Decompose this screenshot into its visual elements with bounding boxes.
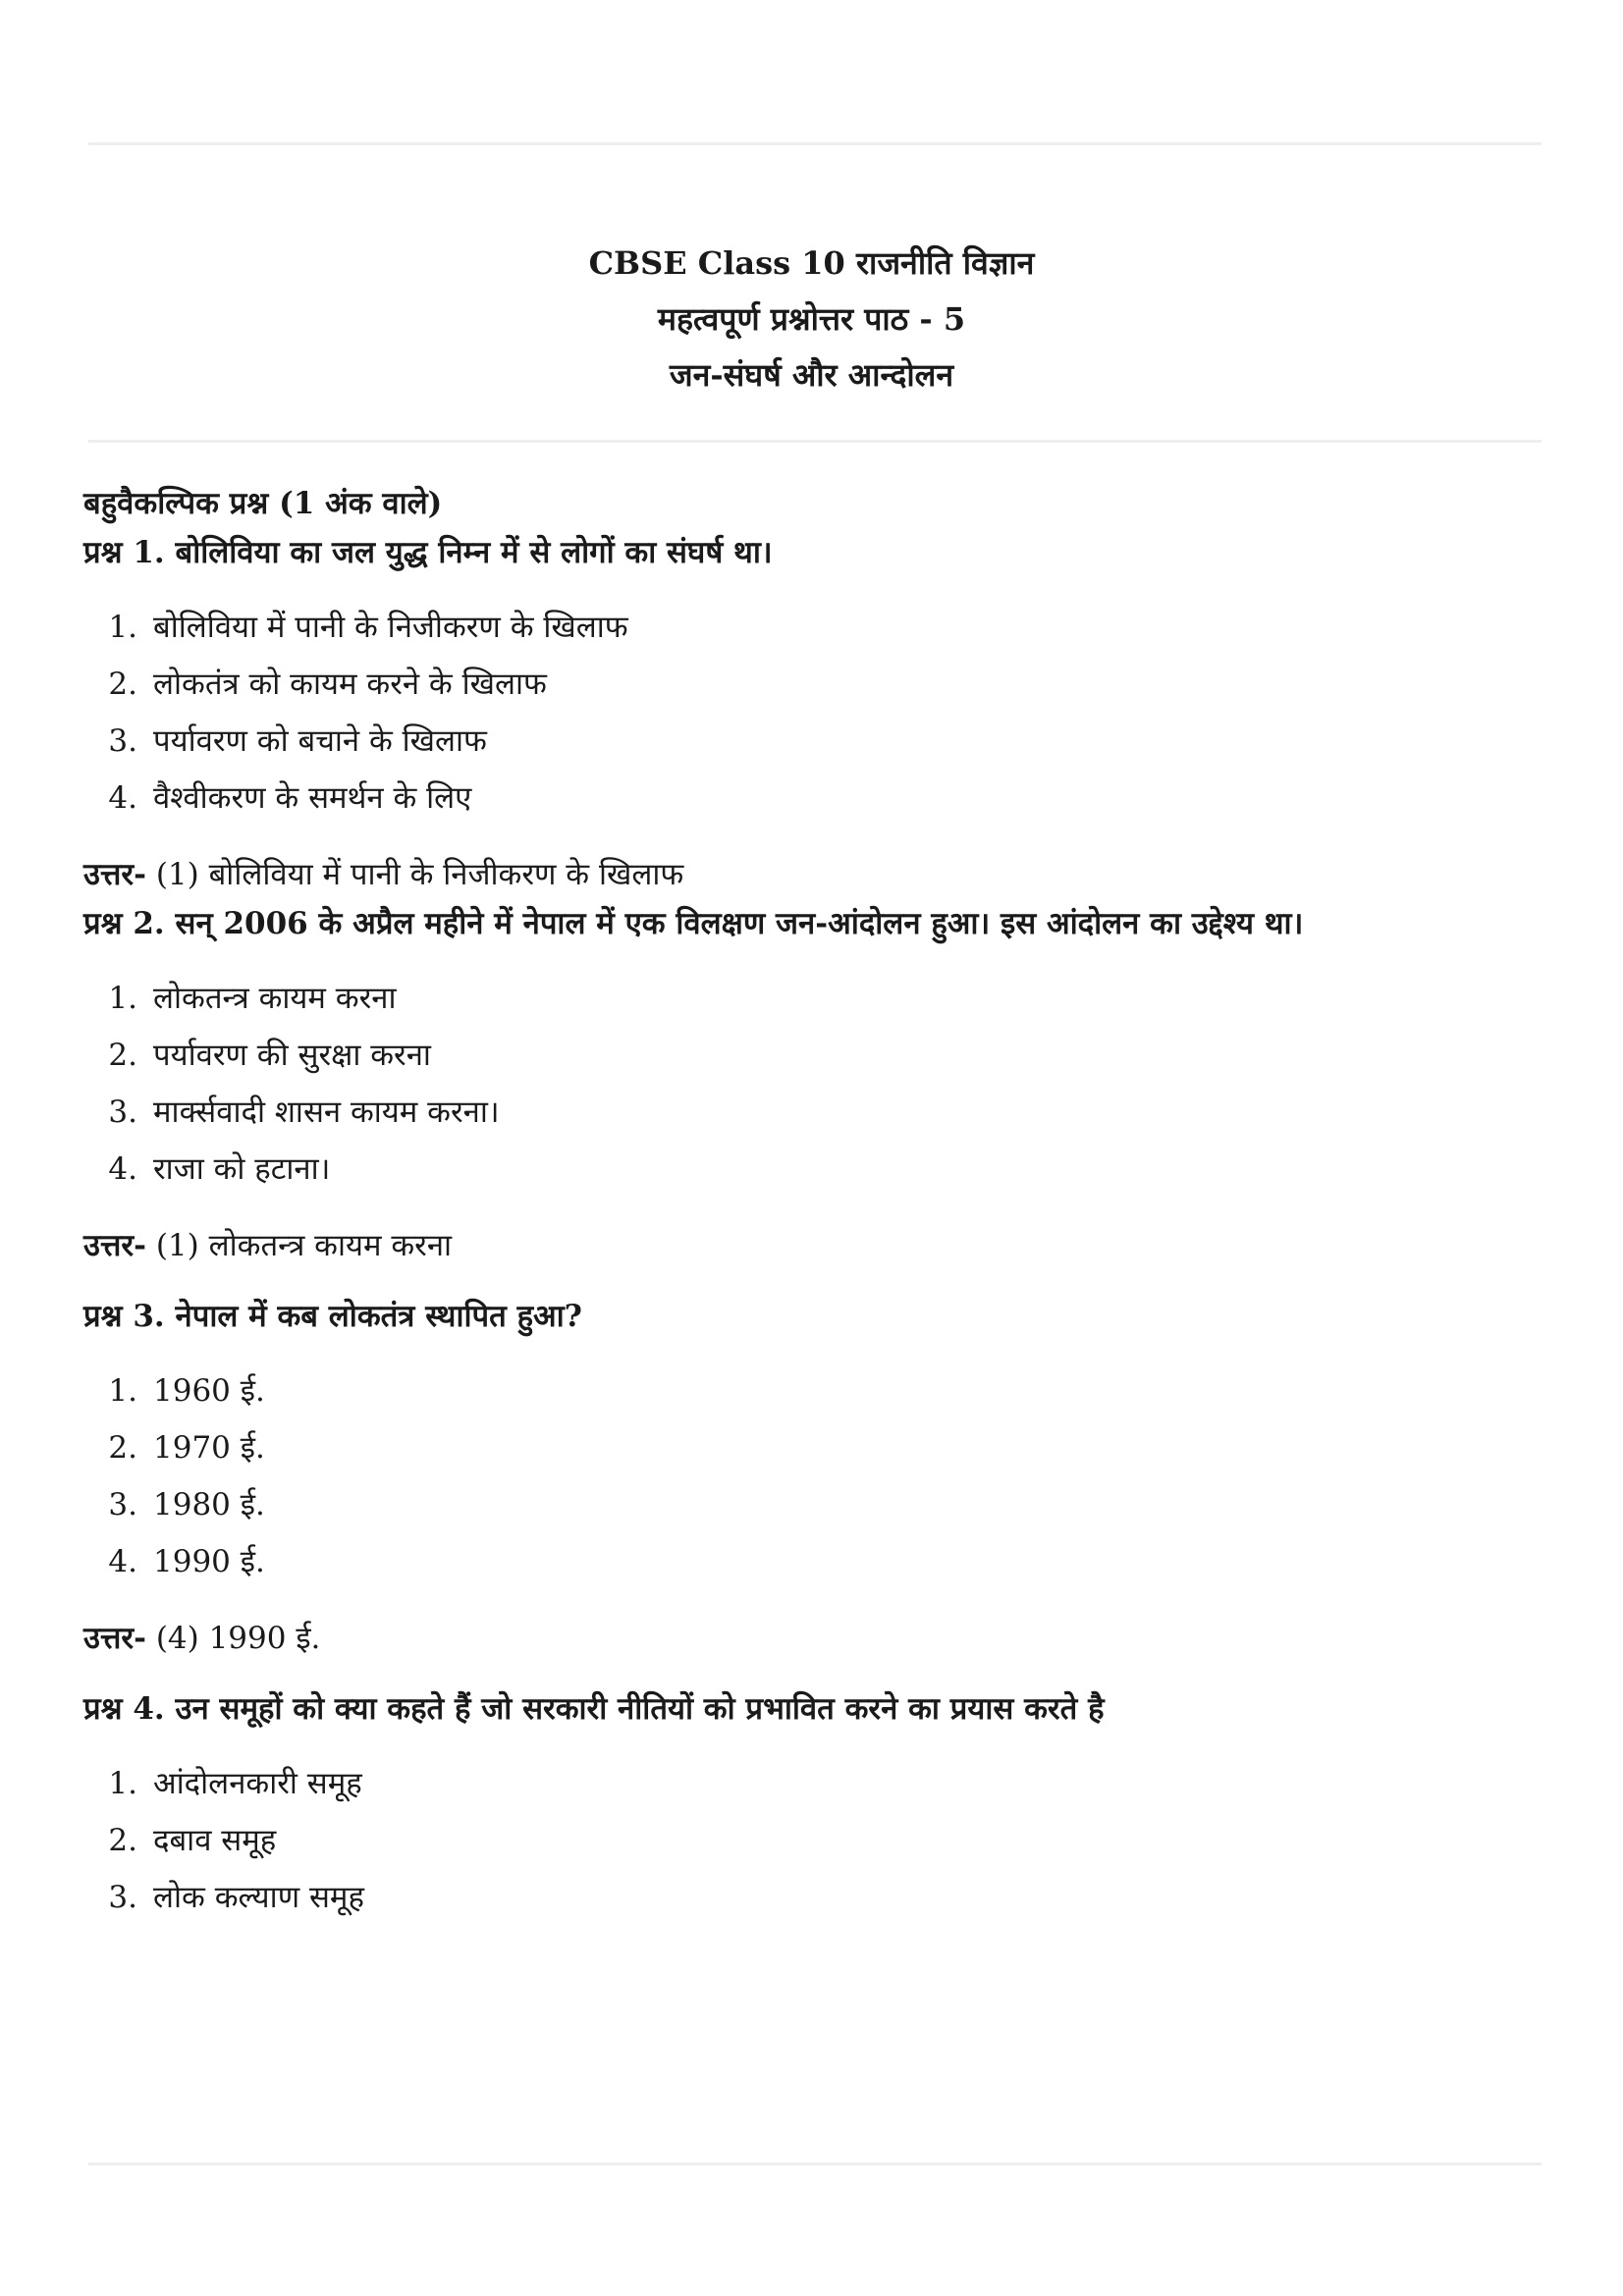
option-number: 2. bbox=[108, 1430, 137, 1466]
option-number: 1. bbox=[108, 1373, 137, 1409]
answer-text: (1) लोकतन्त्र कायम करना bbox=[145, 1228, 453, 1263]
option-item bbox=[83, 770, 1537, 827]
option-text: राजा को हटाना। bbox=[153, 1151, 331, 1187]
options-list-3 bbox=[83, 1362, 1537, 1590]
option-text: आंदोलनकारी समूह bbox=[153, 1766, 362, 1801]
question-3: प्रश्न 3. नेपाल में कब लोकतंत्र स्थापित हुआ? bbox=[83, 1299, 582, 1334]
answer-label: उत्तर- bbox=[83, 1228, 146, 1263]
option-item bbox=[83, 970, 1537, 1027]
header-subtitle: महत्वपूर्ण प्रश्नोत्तर पाठ - 5 bbox=[657, 300, 966, 338]
option-text: 1990 ई. bbox=[153, 1544, 265, 1579]
question-1: प्रश्न 1. बोलिविया का जल युद्ध निम्न में से लोगों का संघर्ष था। bbox=[83, 535, 773, 570]
option-text: मार्क्सवादी शासन कायम करना। bbox=[153, 1095, 500, 1130]
option-item bbox=[83, 1755, 1537, 1812]
answer-2 bbox=[83, 1221, 1537, 1270]
answer-label: उत्तर- bbox=[83, 1621, 146, 1656]
option-text: वैश्वीकरण के समर्थन के लिए bbox=[153, 780, 472, 816]
option-number: 3. bbox=[108, 1880, 137, 1915]
option-item bbox=[83, 713, 1537, 770]
option-number: 3. bbox=[108, 1487, 137, 1522]
option-text: बोलिविया में पानी के निजीकरण के खिलाफ bbox=[153, 610, 628, 645]
document-header bbox=[0, 236, 1623, 403]
option-number: 2. bbox=[108, 1823, 137, 1858]
question-2: प्रश्न 2. सन् 2006 के अप्रैल महीने में नेपाल में एक विलक्षण जन-आंदोलन हुआ। इस आंदोलन का उद्देश्य था। bbox=[83, 906, 1304, 941]
option-text: लोकतन्त्र कायम करना bbox=[153, 981, 397, 1016]
option-item bbox=[83, 656, 1537, 713]
document-body bbox=[83, 479, 1537, 1949]
option-number: 3. bbox=[108, 1095, 137, 1130]
option-item bbox=[83, 599, 1537, 656]
option-text: 1960 ई. bbox=[153, 1373, 265, 1409]
option-number: 2. bbox=[108, 667, 137, 702]
option-item bbox=[83, 1533, 1537, 1590]
top-divider bbox=[88, 142, 1542, 145]
answer-text: (1) बोलिविया में पानी के निजीकरण के खिलाफ bbox=[145, 857, 684, 892]
option-number: 1. bbox=[108, 1766, 137, 1801]
option-item bbox=[83, 1419, 1537, 1476]
option-item bbox=[83, 1812, 1537, 1869]
answer-text: (4) 1990 ई. bbox=[145, 1621, 321, 1656]
option-item bbox=[83, 1362, 1537, 1419]
option-item bbox=[83, 1027, 1537, 1084]
option-text: दबाव समूह bbox=[153, 1823, 277, 1858]
option-number: 4. bbox=[108, 1151, 137, 1187]
option-number: 2. bbox=[108, 1038, 137, 1073]
option-text: 1980 ई. bbox=[153, 1487, 265, 1522]
option-text: 1970 ई. bbox=[153, 1430, 265, 1466]
answer-1 bbox=[83, 850, 1537, 899]
options-list-4 bbox=[83, 1755, 1537, 1926]
option-number: 3. bbox=[108, 723, 137, 759]
option-text: लोकतंत्र को कायम करने के खिलाफ bbox=[153, 667, 547, 702]
option-item bbox=[83, 1084, 1537, 1141]
option-item bbox=[83, 1141, 1537, 1198]
option-text: पर्यावरण की सुरक्षा करना bbox=[153, 1038, 431, 1073]
options-list-2 bbox=[83, 970, 1537, 1198]
question-4: प्रश्न 4. उन समूहों को क्या कहते हैं जो सरकारी नीतियों को प्रभावित करने का प्रयास करते है bbox=[83, 1691, 1105, 1727]
options-list-1 bbox=[83, 599, 1537, 827]
option-number: 4. bbox=[108, 1544, 137, 1579]
footer-divider bbox=[88, 2163, 1542, 2165]
option-item bbox=[83, 1869, 1537, 1926]
header-chapter: जन-संघर्ष और आन्दोलन bbox=[669, 356, 954, 394]
answer-3 bbox=[83, 1614, 1537, 1663]
option-number: 1. bbox=[108, 981, 137, 1016]
option-number: 1. bbox=[108, 610, 137, 645]
header-divider bbox=[88, 440, 1542, 443]
answer-label: उत्तर- bbox=[83, 857, 146, 892]
option-text: लोक कल्याण समूह bbox=[153, 1880, 364, 1915]
option-number: 4. bbox=[108, 780, 137, 816]
option-text: पर्यावरण को बचाने के खिलाफ bbox=[153, 723, 487, 759]
section-title: बहुवैकल्पिक प्रश्न (1 अंक वाले) bbox=[83, 486, 443, 521]
option-item bbox=[83, 1476, 1537, 1533]
header-title: CBSE Class 10 राजनीति विज्ञान bbox=[588, 244, 1035, 282]
